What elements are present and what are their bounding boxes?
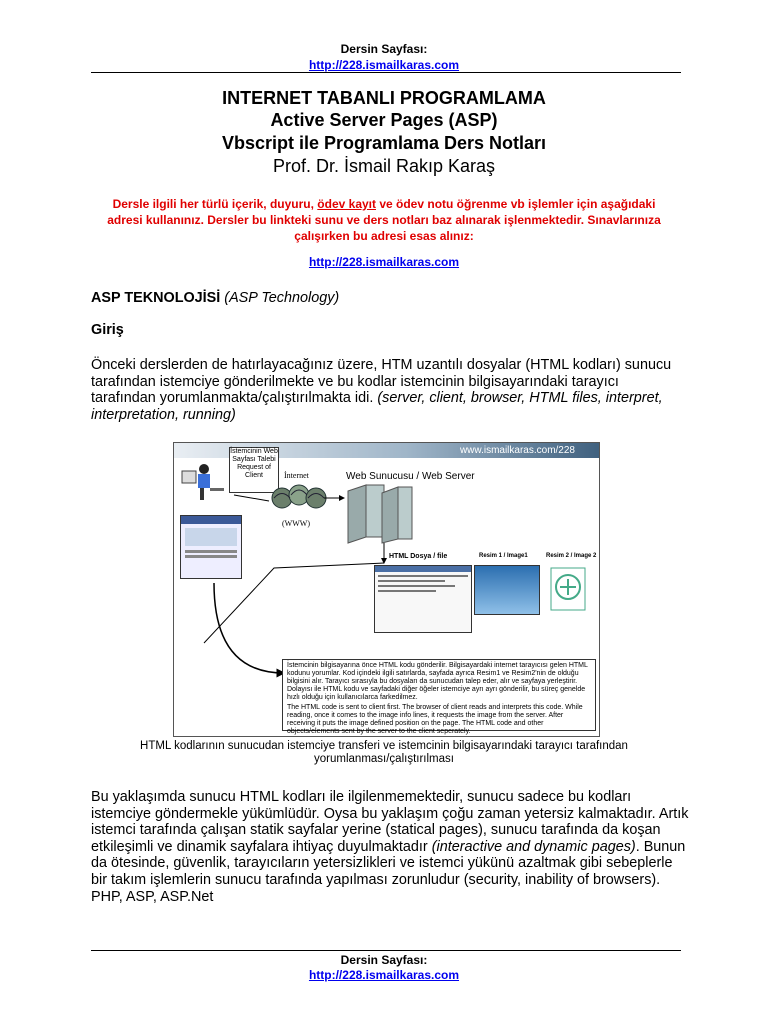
internet-label: İnternet: [284, 471, 309, 480]
notice-part-1: Dersle ilgili her türlü içerik, duyuru,: [112, 197, 318, 211]
client-request-box: İstemcinin Web Sayfası Talebi Request of Client: [229, 447, 279, 493]
header-divider: [91, 72, 681, 73]
server-label: Web Sunucusu / Web Server: [346, 471, 475, 482]
notice-text: [96, 196, 672, 244]
header-link[interactable]: http://228.ismailkaras.com: [308, 58, 460, 72]
header-label: Dersin Sayfası:: [340, 42, 428, 56]
notice-link[interactable]: http://228.ismailkaras.com: [308, 255, 460, 269]
paragraph-2-italic: (interactive and dynamic pages): [431, 838, 636, 855]
footer-label: Dersin Sayfası:: [340, 953, 428, 967]
paragraph-1-italic: (server, client, browser, HTML files, interpret, interpretation, running): [91, 390, 663, 423]
info-text-en: The HTML code is sent to client first. The browser of client reads and interprets this code. While reading, once it comes to the image info lines, it requests the image from the server. After receiving it puts the image defined position on the page. The HTML code and other objects/elements sent by the server to the client seperately.: [287, 704, 583, 735]
paragraph-2-part-1: Bu yaklaşımda sunucu HTML kodları ile ilgilenmemektedir, sunucu sadece bu kodları istemciye göndermekle yükümlüdür. Oysa bu yaklaşım çoğu zaman yetersiz kalmaktadır. Artık istemci tarafında çalışan statik sayfalar yerine (statical pages), sunucu tarafında da koşan etkileşimli ve dinamik sayfalara ihtiyaç duyulmaktadır: [91, 789, 689, 855]
title-author: Prof. Dr. İsmail Rakıp Karaş: [272, 156, 496, 176]
image1-label: Resim 1 / Image1: [479, 553, 528, 559]
section-heading-en: (ASP Technology): [224, 290, 340, 306]
footer-link-wrap: [0, 966, 768, 984]
title-line-3: Vbscript ile Programlama Ders Notları: [221, 133, 547, 153]
notice-link-wrap: [0, 253, 768, 271]
figure-caption-line-2: yorumlanması/çalıştırılması: [314, 753, 454, 765]
info-box: [282, 659, 596, 735]
info-text-tr: İstemcinin bilgisayarına önce HTML kodu gönderilir. Bilgisayardaki internet tarayıcısı gelen HTML kodunu yorumlar. Kod içindeki ilgili satırlarda, sayfada ayrıca Resim1 ve Resim2'nin de olduğu bilgisini alır. Tarayıcı sırasıyla bu dosyaları da sunucudan talep eder, alır ve sayfaya yerleştirir. Dolayısı ile HTML kodu ve sayfadaki diğer öğeler istemciye ayrı ayrı gönderilir, bu süreç genelde hızlı olduğu için kullanıcılarca farkedilmez.: [287, 662, 588, 701]
figure-url: www.ismailkaras.com/228: [459, 445, 575, 456]
html-file-thumbnail: [374, 565, 472, 633]
notice-part-2: ve ödev notu öğrenme vb işlemler için aşağıdaki adresi kullanınız. Dersler bu linkteki sunu ve ders notları baz alınarak işlenmektedir. Sınavlarınıza çalışırken bu adresi esas alınız:: [107, 197, 661, 243]
footer-divider: [91, 950, 681, 951]
paragraph-2: [91, 789, 691, 905]
figure-caption-line-1: HTML kodlarının sunucudan istemciye transferi ve istemcinin bilgisayarındaki tarayıcı tarafından: [140, 740, 628, 752]
paragraph-1: [91, 357, 681, 423]
www-label: (WWW): [282, 519, 310, 528]
section-heading: [91, 290, 691, 307]
figure-diagram: [173, 442, 600, 737]
paragraph-2-part-2: . Bunun da ötesinde, güvenlik, tarayıcıların yetersizlikleri ve istemci yükünü azaltmak gibi sebeplerle bir takım işlemlerin sunucu tarafında yapılması zorunludur (security, inability of browsers). PHP, ASP, ASP.Net: [91, 838, 686, 905]
title-line-2: Active Server Pages (ASP): [270, 110, 498, 130]
image2-label: Resim 2 / Image 2: [546, 553, 597, 559]
footer-link[interactable]: http://228.ismailkaras.com: [308, 968, 460, 982]
section-subheading: Giriş: [91, 322, 124, 338]
html-file-label: HTML Dosya / file: [389, 553, 448, 560]
title-line-1: INTERNET TABANLI PROGRAMLAMA: [222, 88, 546, 108]
notice-underlined: ödev kayıt: [317, 197, 376, 211]
logo-image: [550, 567, 586, 611]
graduates-photo-image: [474, 565, 540, 615]
paragraph-1-text: Önceki derslerden de hatırlayacağınız üzere, HTM uzantılı dosyalar (HTML kodları) sunucu tarafından istemciye gönderilmekte ve bu kodlar istemcinin bilgisayarındaki tarayıcı tarafından yorumlanmakta/çalıştırılmakta idi.: [91, 357, 672, 407]
section-heading-tr: ASP TEKNOLOJİSİ: [91, 290, 221, 306]
